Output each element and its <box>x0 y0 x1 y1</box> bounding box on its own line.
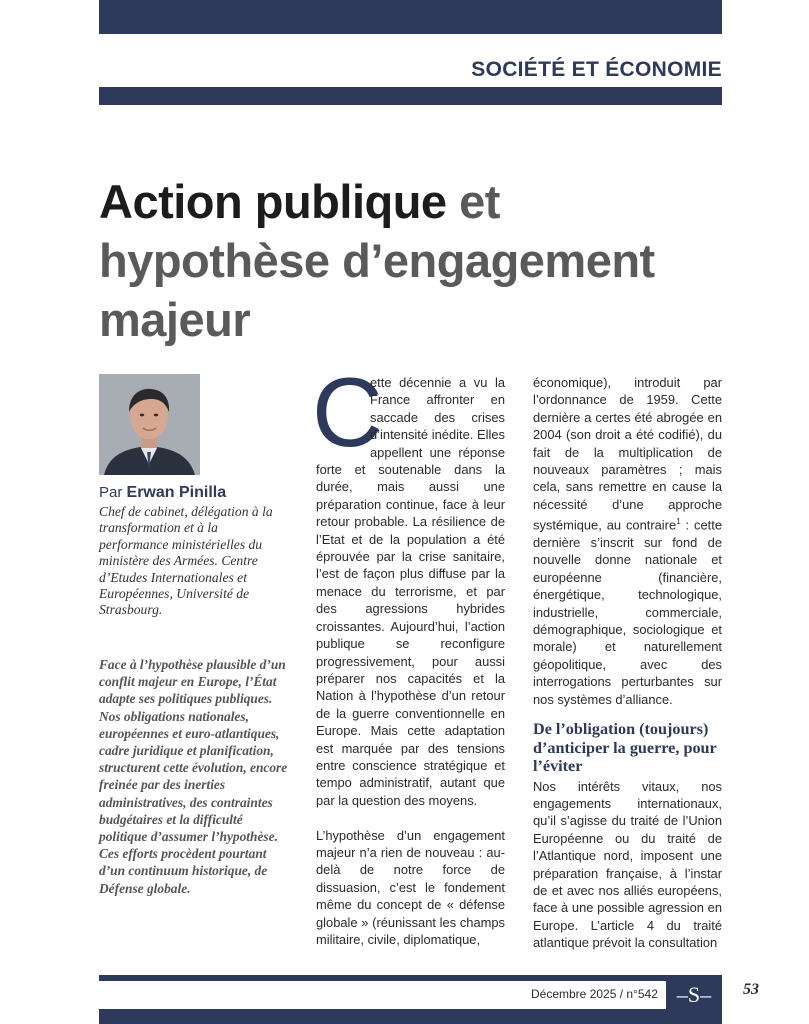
body-paragraph-2: L’hypothèse d’un engagement majeur n’a rien de nouveau : au-delà de notre force de dissuasion, c’est le fondement même du concept de « défense globale » (réunissant les champs militaire, civile, diplomatique, <box>316 827 505 947</box>
portrait-illustration <box>99 374 200 475</box>
top-bar <box>99 0 722 34</box>
dropcap-letter: C <box>312 357 383 467</box>
title-part-3: hypothèse d’engagement <box>99 234 655 287</box>
body-paragraph-1 <box>312 357 505 809</box>
footer-bar-bottom <box>99 1009 722 1024</box>
author-portrait <box>99 374 200 475</box>
byline <box>99 484 226 502</box>
title-part-2: et <box>446 175 500 228</box>
paragraph-3-text-b: : cette dernière s’inscrit sur fond de nouvelle donne nationale et européenne (financière, énergétique, technologique, industrielle, commerciale, démographique, sociologique et morale) et naturellement géopolitique, avec des interrogations perturbantes sur nos systèmes d’alliance. <box>533 517 722 707</box>
body-column-1 <box>312 357 505 948</box>
title-part-1: Action publique <box>99 175 447 228</box>
author-name: Erwan Pinilla <box>126 484 227 501</box>
footer-bar-top <box>99 975 722 981</box>
section-bar <box>99 87 722 105</box>
issue-label: Décembre 2025 / n°542 <box>531 987 658 1001</box>
section-subheading: De l’obligation (toujours) d’anticiper la guerre, pour l’éviter <box>533 720 717 776</box>
page-number: 53 <box>743 981 759 998</box>
body-column-2 <box>533 374 722 952</box>
footnote-ref[interactable]: 1 <box>676 517 681 527</box>
title-part-4: majeur <box>99 293 251 346</box>
section-label: SOCIÉTÉ ET ÉCONOMIE <box>471 58 722 81</box>
body-paragraph-3 <box>533 374 722 708</box>
article-title <box>99 172 739 349</box>
paragraph-1-text: ette décennie a vu la France affronter en saccade des crises d’intensité inédite. Elles appellent une réponse forte et soutenable dans la durée, mais aussi une préparation continue, face à leur retour probable. La résilience de l’Etat et de la population a été éprouvée par la crise sanitaire, l’est de façon plus diffuse par la menace du terrorisme, et par des agressions hybrides croissantes. Aujourd’hui, l’action publique se reconfigure progressivement, pour aussi préparer nos capacités et la Nation à l’hypothèse d’un retour de la guerre conventionnelle en Europe. Mais cette adaptation est marquée par des tensions entre conscience stratégique et tempo administratif, autant que par la question des moyens. <box>316 375 505 808</box>
article-abstract: Face à l’hypothèse plausible d’un conflit majeur en Europe, l’État adapte ses politiques publiques. Nos obligations nationales, européennes et euro-atlantiques, cadre juridique et planification, structurent cette évolution, encore freinée par des inerties administratives, des contraintes budgétaires et la difficulté politique d’assumer l’hypothèse. Ces efforts procèdent pourtant d’un continuum historique, de Défense globale. <box>99 657 288 896</box>
author-bio: Chef de cabinet, délégation à la transformation et à la performance ministérielles du ministère des Armées. Centre d’Etudes Internationales et Européennes, Université de Strasbourg. <box>99 504 273 618</box>
body-paragraph-4: Nos intérêts vitaux, nos engagements internationaux, qu’il s’agisse du traité de l’Union Européenne ou du traité de l’Atlantique nord, imposent une préparation française, à l’instar de et avec nos alliés européens, face à une possible agression en Europe. L’article 4 du traité atlantique prévoit la consultation <box>533 778 722 951</box>
byline-prefix: Par <box>99 484 123 501</box>
magazine-logo: –S– <box>666 981 722 1009</box>
paragraph-3-text-a: économique), introduit par l’ordonnance de 1959. Cette dernière a certes été abrogée en 2004 (son droit a été codifié), du fait de la multiplication de nouveaux paramètres ; mais cela, sans remettre en cause la nécessité d’une approche systémique, au contraire <box>533 375 722 533</box>
